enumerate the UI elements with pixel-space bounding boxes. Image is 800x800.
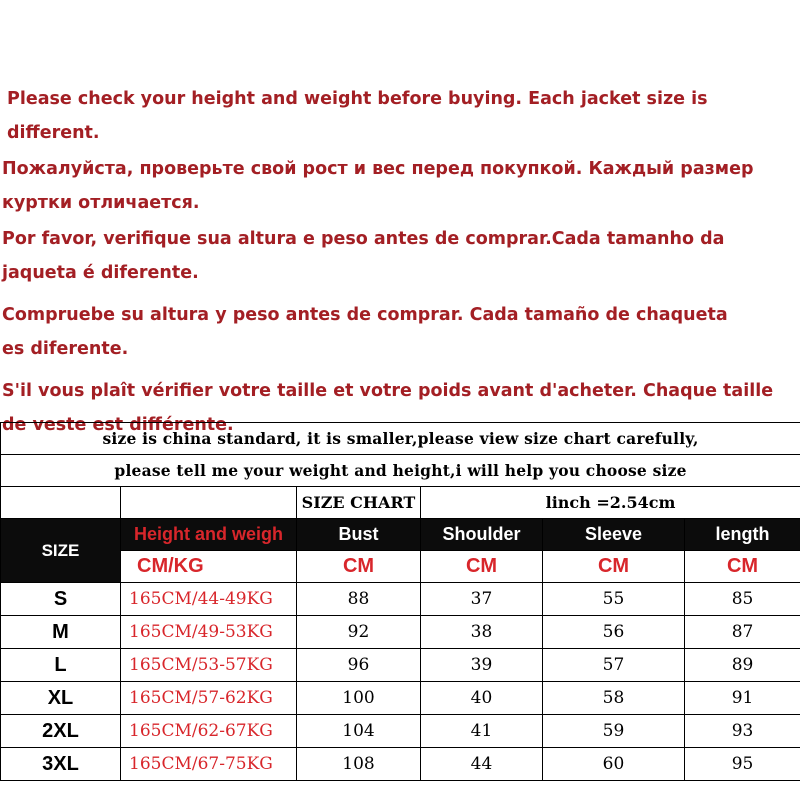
height-weight-value: 165CM/57-62KG [121,682,297,715]
size-label: 3XL [1,748,121,781]
sleeve-value: 56 [543,616,685,649]
height-weight-value: 165CM/44-49KG [121,583,297,616]
size-label: XL [1,682,121,715]
header-size: SIZE [1,519,121,583]
table-row [1,616,800,649]
length-value: 87 [685,616,800,649]
header-shoulder-label: Shoulder [442,524,521,544]
sleeve-value: 55 [543,583,685,616]
shoulder-value: 37 [421,583,543,616]
size-note-line-2: please tell me your weight and height,i will help you choose size [1,455,800,487]
sleeve-value: 57 [543,649,685,682]
sleeve-value: 59 [543,715,685,748]
header-shoulder [421,519,543,551]
height-weight-value: 165CM/62-67KG [121,715,297,748]
length-value: 89 [685,649,800,682]
unit-shoulder: CM [421,551,543,583]
header-bust-label: Bust [338,524,379,544]
header-length-label: length [715,524,770,544]
bust-value: 88 [297,583,421,616]
notice-portuguese: Por favor, verifique sua altura e peso antes de comprar.Cada tamanho da jaqueta é diferente. [2,229,725,283]
unit-bust: CM [297,551,421,583]
table-row [1,649,800,682]
table-row [1,715,800,748]
length-value: 95 [685,748,800,781]
height-weight-value: 165CM/53-57KG [121,649,297,682]
table-row [1,583,800,616]
size-label: 2XL [1,715,121,748]
unit-length: CM [685,551,800,583]
sleeve-value: 58 [543,682,685,715]
unit-sleeve: CM [543,551,685,583]
notice-spanish: Compruebe su altura y peso antes de comprar. Cada tamaño de chaqueta es diferente. [2,305,728,359]
inch-conversion-label: linch =2.54cm [421,487,800,519]
bust-value: 108 [297,748,421,781]
shoulder-value: 40 [421,682,543,715]
empty-cell [1,487,121,519]
height-weight-value: 165CM/67-75KG [121,748,297,781]
size-notice [0,82,800,444]
size-chart-label: SIZE CHART [297,487,421,519]
notice-russian: Пожалуйста, проверьте свой рост и вес перед покупкой. Каждый размер куртки отличается. [2,159,754,213]
size-note-line-1: size is china standard, it is smaller,please view size chart carefully, [1,423,800,455]
bust-value: 96 [297,649,421,682]
shoulder-value: 41 [421,715,543,748]
shoulder-value: 39 [421,649,543,682]
shoulder-value: 38 [421,616,543,649]
bust-value: 104 [297,715,421,748]
header-sleeve-label: Sleeve [584,524,643,544]
header-bust [297,519,421,551]
bust-value: 100 [297,682,421,715]
sleeve-value: 60 [543,748,685,781]
table-row [1,682,800,715]
size-label: S [1,583,121,616]
unit-height-weight: CM/KG [121,551,297,583]
size-label: L [1,649,121,682]
shoulder-value: 44 [421,748,543,781]
table-row [1,748,800,781]
length-value: 91 [685,682,800,715]
length-value: 93 [685,715,800,748]
empty-cell [121,487,297,519]
bust-value: 92 [297,616,421,649]
header-height-weight [121,519,297,551]
size-label: M [1,616,121,649]
height-weight-value: 165CM/49-53KG [121,616,297,649]
header-length [685,519,800,551]
notice-french: S'il vous plaît vérifier votre taille et votre poids avant d'acheter. Chaque taille de veste est différente. [2,381,774,435]
size-chart-table [0,422,800,781]
notice-english: Please check your height and weight before buying. Each jacket size is different. [7,89,708,143]
header-sleeve [543,519,685,551]
length-value: 85 [685,583,800,616]
header-height-weight-label: Height and weigh [133,524,283,544]
